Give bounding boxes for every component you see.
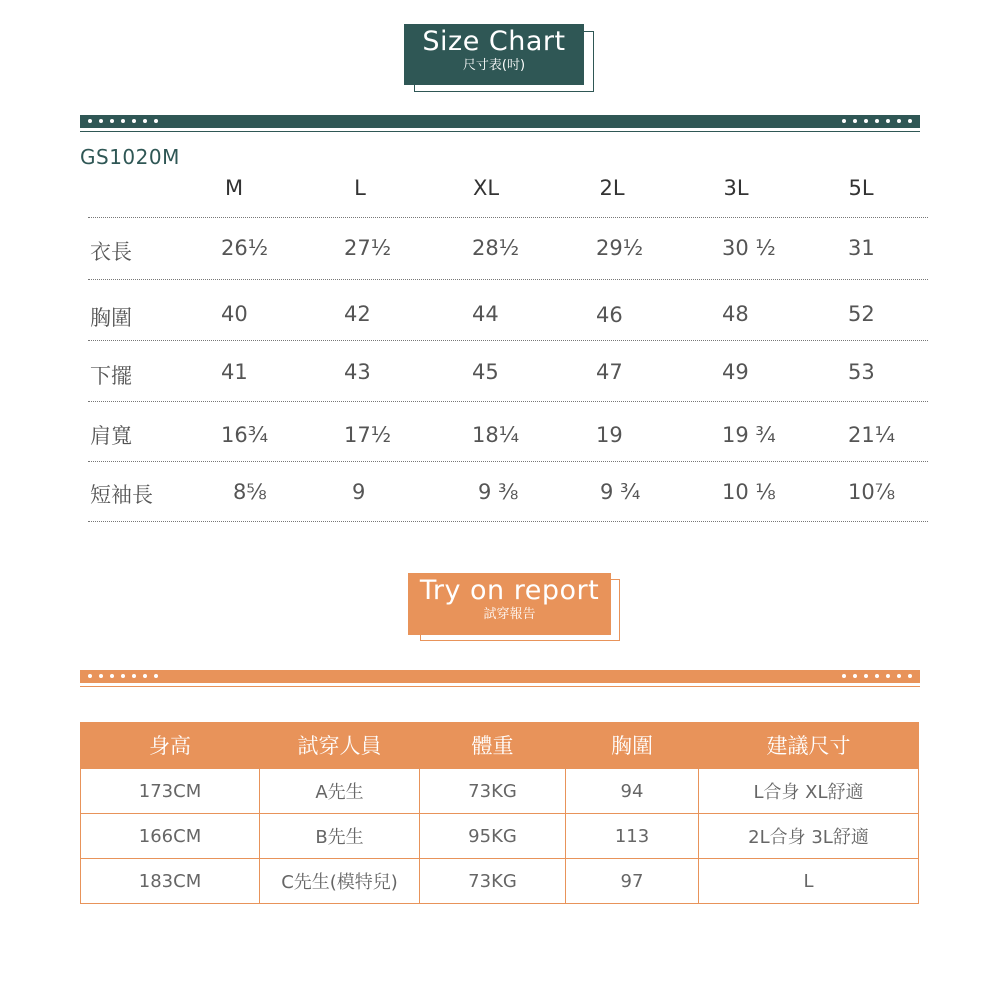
table-cell: 30 ½ [722, 236, 776, 260]
size-header-3l: 3L [723, 176, 749, 200]
cell-suggested-size: 2L合身 3L舒適 [699, 814, 919, 859]
cell-height: 183CM [81, 859, 260, 904]
table-cell: 52 [848, 302, 875, 326]
cell-height: 166CM [81, 814, 260, 859]
table-cell: 43 [344, 360, 371, 384]
table-cell: 45 [472, 360, 499, 384]
table-cell: 46 [596, 303, 623, 327]
cell-chest: 113 [566, 814, 699, 859]
row-separator [88, 521, 928, 522]
row-separator [88, 340, 928, 341]
row-separator [88, 279, 928, 280]
table-cell: 10 ⅛ [722, 480, 776, 504]
row-separator [88, 401, 928, 402]
try-on-divider-bar [80, 670, 920, 683]
table-cell: 8⅝ [233, 480, 267, 504]
cell-weight: 95KG [420, 814, 566, 859]
table-cell: 21¼ [848, 423, 896, 447]
table-cell: 26½ [221, 236, 269, 260]
row-label-chest: 胸圍 [90, 306, 132, 330]
table-cell: 29½ [596, 236, 644, 260]
try-on-table [80, 722, 919, 904]
try-on-title: Try on report [419, 575, 600, 606]
divider-dots-right [842, 674, 912, 679]
try-on-badge-box [408, 573, 611, 635]
header-tester: 試穿人員 [260, 722, 420, 769]
row-label-shoulder: 肩寬 [90, 424, 132, 448]
size-chart-title: Size Chart [422, 26, 566, 57]
header-height: 身高 [81, 722, 260, 769]
row-label-sleeve: 短袖長 [90, 483, 153, 507]
cell-weight: 73KG [420, 859, 566, 904]
size-header-m: M [224, 176, 244, 200]
cell-height: 173CM [81, 769, 260, 814]
table-row [81, 769, 919, 814]
table-cell: 42 [344, 302, 371, 326]
table-cell: 27½ [344, 236, 392, 260]
divider-dots-right [842, 119, 912, 124]
table-cell: 17½ [344, 423, 392, 447]
cell-tester: B先生 [260, 814, 420, 859]
table-cell: 31 [848, 236, 875, 260]
size-header-5l: 5L [848, 176, 874, 200]
size-header-l: L [354, 176, 366, 200]
size-header-xl: XL [472, 176, 500, 200]
table-cell: 28½ [472, 236, 520, 260]
cell-suggested-size: L合身 XL舒適 [699, 769, 919, 814]
table-cell: 49 [722, 360, 749, 384]
table-cell: 18¼ [472, 423, 520, 447]
table-cell: 16¾ [221, 423, 269, 447]
size-chart-title-badge [404, 24, 594, 94]
cell-chest: 94 [566, 769, 699, 814]
divider-dots-left [88, 119, 158, 124]
size-chart-badge-box [404, 24, 584, 85]
try-on-title-badge [408, 573, 623, 643]
table-cell: 19 [596, 423, 623, 447]
table-cell: 9 ⅜ [478, 480, 519, 504]
row-label-hem: 下擺 [90, 364, 132, 388]
table-cell: 41 [221, 360, 248, 384]
table-cell: 19 ¾ [722, 423, 776, 447]
size-chart-subtitle: 尺寸表(吋) [462, 58, 526, 73]
row-separator [88, 461, 928, 462]
header-chest: 胸圍 [566, 722, 699, 769]
table-cell: 53 [848, 360, 875, 384]
cell-tester: A先生 [260, 769, 420, 814]
row-label-length: 衣長 [90, 240, 132, 264]
table-cell: 47 [596, 360, 623, 384]
cell-weight: 73KG [420, 769, 566, 814]
table-cell: 9 [352, 480, 366, 504]
table-header-row [81, 722, 919, 769]
table-cell: 40 [221, 302, 248, 326]
divider-dots-left [88, 674, 158, 679]
header-suggested-size: 建議尺寸 [699, 722, 919, 769]
table-cell: 44 [472, 302, 499, 326]
table-cell: 9 ¾ [600, 480, 641, 504]
table-row [81, 814, 919, 859]
table-row [81, 859, 919, 904]
size-header-2l: 2L [599, 176, 625, 200]
cell-tester: C先生(模特兒) [260, 859, 420, 904]
row-separator [88, 217, 928, 218]
model-code: GS1020M [80, 145, 180, 169]
cell-chest: 97 [566, 859, 699, 904]
size-chart-divider-bar [80, 115, 920, 128]
cell-suggested-size: L [699, 859, 919, 904]
table-cell: 48 [722, 302, 749, 326]
table-cell: 10⅞ [848, 480, 896, 504]
header-weight: 體重 [420, 722, 566, 769]
try-on-subtitle: 試穿報告 [483, 607, 536, 622]
